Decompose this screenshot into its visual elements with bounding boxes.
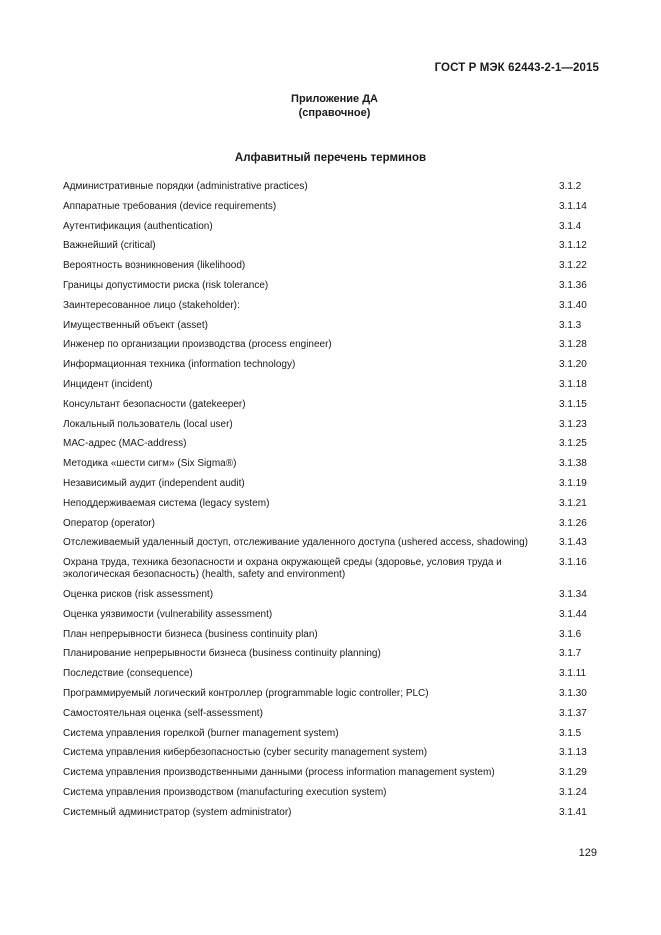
term-reference: 3.1.20	[559, 359, 587, 371]
list-item	[63, 498, 593, 510]
term-reference: 3.1.34	[559, 588, 587, 600]
appendix-subtitle: (справочное)	[298, 107, 371, 119]
term-reference: 3.1.19	[559, 477, 587, 489]
term-reference: 3.1.30	[559, 687, 587, 699]
term-text: МАС-адрес (MAC-address)	[63, 438, 187, 450]
appendix-title: Приложение ДА	[291, 93, 378, 105]
list-item	[63, 458, 593, 470]
term-text: Системный администратор (system administrator)	[63, 806, 292, 818]
term-text: Вероятность возникновения (likelihood)	[63, 260, 246, 272]
list-item	[63, 557, 593, 581]
appendix-heading	[0, 92, 661, 120]
list-item	[63, 339, 593, 351]
term-reference: 3.1.25	[559, 438, 587, 450]
term-reference: 3.1.15	[559, 398, 587, 410]
term-reference: 3.1.44	[559, 608, 587, 620]
list-item	[63, 688, 593, 700]
document-code: ГОСТ Р МЭК 62443-2-1—2015	[434, 62, 599, 74]
term-text: Самостоятельная оценка (self-assessment)	[63, 707, 263, 719]
list-item	[63, 767, 593, 779]
term-text: Отслеживаемый удаленный доступ, отслеживание удаленного доступа (ushered access, shadowing)	[63, 537, 528, 549]
term-text: Административные порядки (administrative practices)	[63, 181, 308, 192]
term-text: Система управления производственными данными (process information management system)	[63, 767, 495, 779]
term-text: Оценка рисков (risk assessment)	[63, 588, 214, 600]
term-reference: 3.1.29	[559, 767, 587, 779]
term-text: Заинтересованное лицо (stakeholder):	[63, 299, 240, 311]
terms-list	[63, 181, 593, 827]
list-item	[63, 537, 593, 549]
term-text: План непрерывности бизнеса (business continuity plan)	[63, 628, 318, 640]
term-text: Важнейший (critical)	[63, 240, 156, 252]
term-reference: 3.1.41	[559, 806, 587, 818]
term-reference: 3.1.36	[559, 279, 587, 291]
term-reference: 3.1.22	[559, 260, 587, 272]
term-reference: 3.1.4	[559, 220, 582, 232]
term-text: Неподдерживаемая система (legacy system)	[63, 497, 270, 509]
term-text: Оценка уязвимости (vulnerability assessment)	[63, 608, 273, 620]
list-item	[63, 221, 593, 233]
list-item	[63, 320, 593, 332]
term-reference: 3.1.14	[559, 200, 587, 212]
term-text: Консультант безопасности (gatekeeper)	[63, 398, 246, 410]
term-reference: 3.1.26	[559, 517, 587, 529]
list-item	[63, 728, 593, 740]
term-reference: 3.1.24	[559, 786, 587, 798]
term-reference: 3.1.43	[559, 537, 587, 549]
list-item	[63, 708, 593, 720]
list-item	[63, 747, 593, 759]
term-text: Независимый аудит (independent audit)	[63, 477, 245, 489]
list-item	[63, 787, 593, 799]
list-item	[63, 609, 593, 621]
term-reference: 3.1.13	[559, 747, 587, 759]
list-item	[63, 438, 593, 450]
list-item	[63, 419, 593, 431]
term-text: Информационная техника (information technology)	[63, 359, 296, 371]
term-reference: 3.1.40	[559, 299, 587, 311]
term-text: Аппаратные требования (device requirements)	[63, 200, 277, 212]
list-item	[63, 807, 593, 819]
list-item	[63, 201, 593, 213]
page-number: 129	[578, 847, 597, 859]
term-reference: 3.1.11	[559, 668, 587, 680]
term-reference: 3.1.12	[559, 240, 587, 252]
list-item	[63, 240, 593, 252]
list-item	[63, 379, 593, 391]
list-title: Алфавитный перечень терминов	[234, 152, 427, 164]
list-item	[63, 260, 593, 272]
term-reference: 3.1.23	[559, 418, 587, 430]
list-item	[63, 181, 593, 193]
term-text: Система управления горелкой (burner management system)	[63, 727, 339, 739]
term-text: Имущественный объект (asset)	[63, 319, 208, 331]
term-reference: 3.1.5	[559, 727, 582, 739]
list-item	[63, 399, 593, 411]
list-item	[63, 300, 593, 312]
term-text: Аутентификация (authentication)	[63, 220, 213, 232]
term-reference: 3.1.2	[559, 181, 582, 192]
term-text: Система управления кибербезопасностью (cyber security management system)	[63, 747, 428, 759]
list-item	[63, 518, 593, 530]
term-text: Инженер по организации производства (process engineer)	[63, 339, 332, 351]
term-text: Программируемый логический контроллер (programmable logic controller; PLC)	[63, 687, 429, 699]
list-item	[63, 668, 593, 680]
term-text: Методика «шести сигм» (Six Sigma®)	[63, 458, 237, 470]
list-item	[63, 648, 593, 660]
term-reference: 3.1.16	[559, 557, 587, 569]
term-reference: 3.1.6	[559, 628, 582, 640]
term-reference: 3.1.38	[559, 458, 587, 470]
term-text: Оператор (operator)	[63, 517, 155, 529]
term-text: Охрана труда, техника безопасности и охрана окружающей среды (здоровье, условия труда и экологическая безопасность) (health, safety and environment)	[63, 557, 502, 581]
term-text: Границы допустимости риска (risk tolerance)	[63, 279, 269, 291]
term-reference: 3.1.37	[559, 707, 587, 719]
term-reference: 3.1.28	[559, 339, 587, 351]
term-reference: 3.1.3	[559, 319, 582, 331]
list-item	[63, 280, 593, 292]
term-reference: 3.1.18	[559, 378, 587, 390]
term-text: Планирование непрерывности бизнеса (business continuity planning)	[63, 648, 381, 660]
term-text: Последствие (consequence)	[63, 668, 193, 680]
term-reference: 3.1.7	[559, 648, 582, 660]
term-text: Инцидент (incident)	[63, 378, 153, 390]
term-reference: 3.1.21	[559, 497, 587, 509]
term-text: Локальный пользователь (local user)	[63, 418, 233, 430]
list-item	[63, 589, 593, 601]
term-text: Система управления производством (manufacturing execution system)	[63, 786, 387, 798]
list-item	[63, 359, 593, 371]
list-item	[63, 478, 593, 490]
list-item	[63, 629, 593, 641]
